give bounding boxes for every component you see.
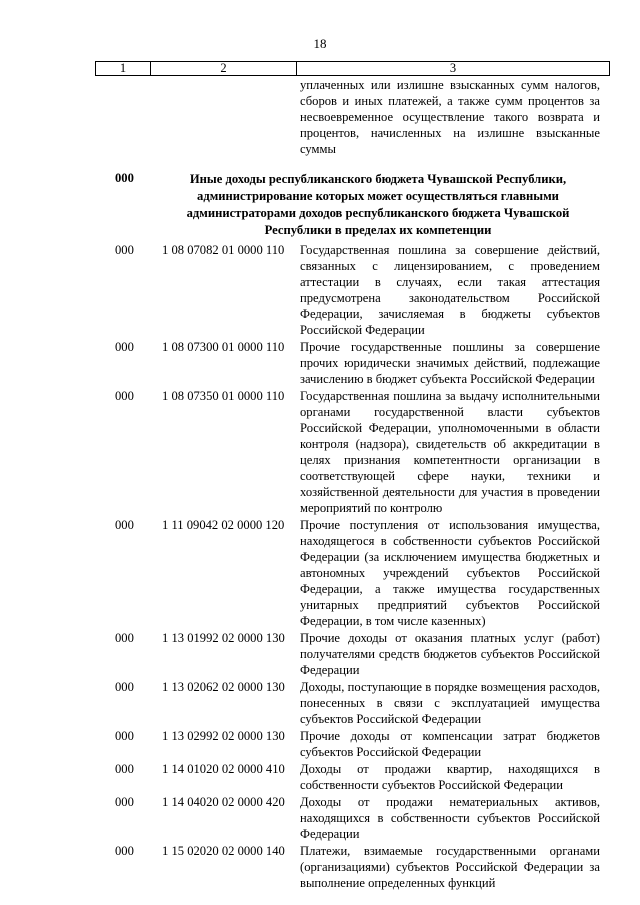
table-row (0, 242, 640, 339)
section-code: 000 (115, 171, 134, 185)
admin-code: 000 (115, 762, 134, 776)
continuation-text: уплаченных или излишне взысканных сумм налогов, сборов и иных платежей, а также сумм процентов за несвоевременное осуществление такого возврата и процентов, начисленных на излишне взысканные суммы (300, 78, 600, 156)
income-name: Прочие поступления от использования имущества, находящегося в собственности субъектов Российской Федерации (за исключением имущества бюджетных и автономных учреждений субъектов Российской Федерации, а также имущества государственных унитарных предприятий субъектов Российской Федерации, в том числе казенных) (300, 518, 600, 628)
income-name: Государственная пошлина за выдачу исполнительными органами государственной власти субъектов Российской Федерации, уполномоченными в области контроля (надзора), свидетельств об аккредитации в целях признания компетентности организации в соответствующей сфере науки, техники и хозяйственной деятельности для участия в проведении мероприятий по контролю (300, 389, 600, 515)
income-name: Прочие доходы от компенсации затрат бюджетов субъектов Российской Федерации (300, 729, 600, 759)
budget-code: 1 13 02992 02 0000 130 (162, 729, 285, 743)
header-col-3: 3 (449, 61, 457, 75)
budget-code: 1 13 01992 02 0000 130 (162, 631, 285, 645)
admin-code: 000 (115, 631, 134, 645)
table-row (0, 843, 640, 892)
admin-code: 000 (115, 340, 134, 354)
admin-code: 000 (115, 795, 134, 809)
admin-code: 000 (115, 680, 134, 694)
budget-code: 1 08 07350 01 0000 110 (162, 389, 285, 403)
budget-code: 1 08 07082 01 0000 110 (162, 243, 285, 257)
budget-code: 1 14 01020 02 0000 410 (162, 762, 285, 776)
table-row (0, 339, 640, 388)
admin-code: 000 (115, 844, 134, 858)
header-col-2: 2 (151, 62, 297, 75)
header-col-1: 1 (96, 62, 151, 75)
admin-code: 000 (115, 389, 134, 403)
income-table (0, 242, 640, 892)
income-name: Прочие доходы от оказания платных услуг (работ) получателями средств бюджетов субъектов Российской Федерации (300, 631, 600, 677)
table-row (0, 630, 640, 679)
table-row (0, 761, 640, 794)
budget-code: 1 08 07300 01 0000 110 (162, 340, 285, 354)
income-name: Прочие государственные пошлины за совершение прочих юридически значимых действий, подлежащие зачислению в бюджет субъекта Российской Федерации (300, 340, 600, 386)
section-title: Иные доходы республиканского бюджета Чувашской Республики, администрирование которых может осуществляться главными администраторами доходов республиканского бюджета Чувашской Республики в пределах их компетенции (186, 172, 570, 237)
income-name: Доходы от продажи квартир, находящихся в собственности субъектов Российской Федерации (300, 762, 600, 792)
table-row (0, 794, 640, 843)
page-number: 18 (313, 36, 327, 51)
budget-code: 1 13 02062 02 0000 130 (162, 680, 285, 694)
admin-code: 000 (115, 243, 134, 257)
admin-code: 000 (115, 729, 134, 743)
income-name: Доходы, поступающие в порядке возмещения расходов, понесенных в связи с эксплуатацией имущества субъектов Российской Федерации (300, 680, 600, 726)
income-name: Государственная пошлина за совершение действий, связанных с лицензированием, с проведением аттестации в случаях, если такая аттестация предусмотрена законодательством Российской Федерации, зачисляемая в бюджеты субъектов Российской Федерации (300, 243, 600, 337)
table-row (0, 388, 640, 517)
admin-code: 000 (115, 518, 134, 532)
budget-code: 1 15 02020 02 0000 140 (162, 844, 285, 858)
income-name: Платежи, взимаемые государственными органами (организациями) субъектов Российской Федерации за выполнение определенных функций (300, 844, 600, 890)
table-row (0, 728, 640, 761)
table-header (95, 61, 610, 76)
budget-code: 1 11 09042 02 0000 120 (162, 518, 285, 532)
table-row (0, 679, 640, 728)
table-row (0, 517, 640, 630)
income-name: Доходы от продажи нематериальных активов, находящихся в собственности субъектов Российской Федерации (300, 795, 600, 841)
budget-code: 1 14 04020 02 0000 420 (162, 795, 285, 809)
